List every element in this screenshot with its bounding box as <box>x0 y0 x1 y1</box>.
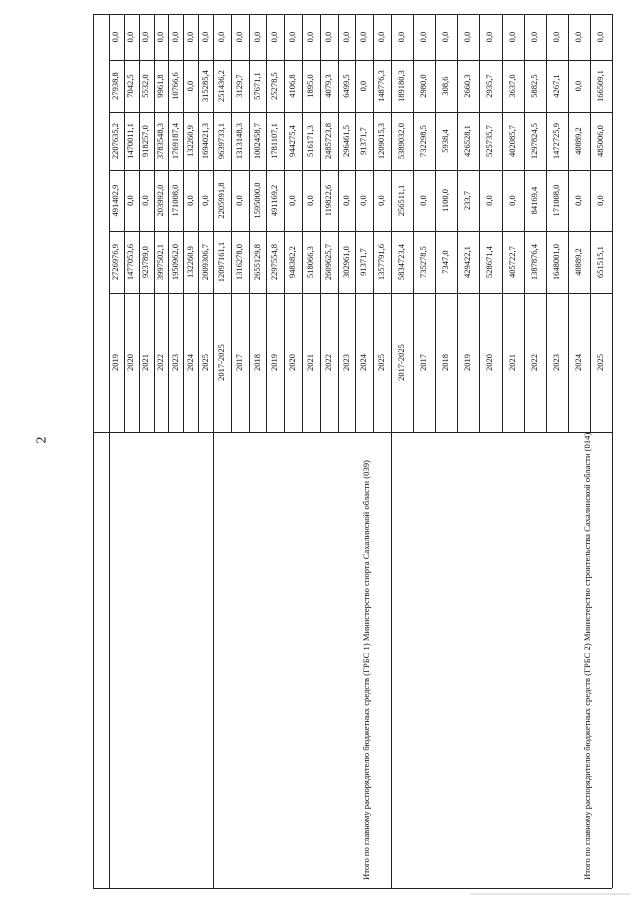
year-cell: 2022 <box>155 354 165 371</box>
value-cell: 0,0 <box>169 31 180 43</box>
value-cell: 0,0 <box>269 31 280 43</box>
year-cell: 2017-2025 <box>396 344 407 381</box>
value-cell: 944275,4 <box>287 125 298 157</box>
value-cell: 119822,6 <box>322 184 333 217</box>
value-cell: 5389032,0 <box>396 122 407 160</box>
value-cell: 1470011,1 <box>125 123 136 159</box>
year-cell: 2023 <box>550 354 561 371</box>
value-cell: 132260,9 <box>184 125 195 157</box>
year-cell: 2025 <box>594 354 605 371</box>
value-cell: 203992,0 <box>155 184 165 217</box>
value-cell: 25278,5 <box>269 72 280 100</box>
value-cell: 516171,3 <box>304 125 315 157</box>
year-cell: 2020 <box>484 354 495 371</box>
table-rule <box>590 14 591 432</box>
table-rule <box>373 14 374 432</box>
value-cell: 0,0 <box>358 195 369 206</box>
value-cell: 0,0 <box>340 31 351 43</box>
value-cell: 525735,7 <box>484 125 495 157</box>
table-rule <box>284 14 285 432</box>
table-rule <box>93 888 612 889</box>
value-cell: 3997502,1 <box>155 243 165 281</box>
value-cell: 0,0 <box>572 195 583 206</box>
value-cell: 91371,7 <box>358 127 369 155</box>
table-rule <box>391 14 392 888</box>
value-cell: 5938,4 <box>440 129 451 153</box>
table-rule <box>213 14 214 888</box>
table-rule <box>198 14 199 432</box>
value-cell: 4267,1 <box>550 74 561 98</box>
value-cell: 0,0 <box>125 195 136 206</box>
value-cell: 0,0 <box>322 31 333 43</box>
year-cell: 2023 <box>169 354 180 371</box>
value-cell: 302961,0 <box>340 246 351 278</box>
value-cell: 2655129,8 <box>251 243 262 281</box>
value-cell: 2980,0 <box>418 74 429 98</box>
value-cell: 1100,0 <box>440 188 451 213</box>
value-cell: 0,0 <box>199 195 210 206</box>
year-cell: 2024 <box>572 354 583 371</box>
value-cell: 132260,9 <box>184 246 195 278</box>
table-rule <box>546 14 547 432</box>
value-cell: 1002458,7 <box>251 122 262 160</box>
value-cell: 1387876,4 <box>528 243 539 281</box>
value-cell: 1313148,3 <box>233 122 244 160</box>
value-cell: 315285,4 <box>199 70 210 102</box>
value-cell: 1895,0 <box>304 74 315 98</box>
value-cell: 1769187,4 <box>169 122 180 160</box>
value-cell: 3783548,3 <box>155 122 165 160</box>
value-cell: 1648001,0 <box>550 243 561 281</box>
value-cell: 0,0 <box>594 195 605 206</box>
value-cell: 405722,7 <box>506 246 517 278</box>
value-cell: 27938,8 <box>110 72 121 100</box>
value-cell: 84169,4 <box>528 186 539 215</box>
table-rule <box>249 14 250 432</box>
year-cell: 2023 <box>340 354 351 371</box>
value-cell: 189180,3 <box>396 70 407 102</box>
value-cell: 171008,0 <box>169 184 180 217</box>
year-cell: 2021 <box>304 354 315 371</box>
table-rule <box>457 14 458 432</box>
year-cell: 2024 <box>358 354 369 371</box>
year-cell: 2019 <box>110 354 121 371</box>
year-cell: 2019 <box>462 354 473 371</box>
value-cell: 0,0 <box>358 31 369 43</box>
value-cell: 6499,5 <box>340 74 351 98</box>
table-rule <box>524 14 525 432</box>
value-cell: 1472725,9 <box>550 122 561 160</box>
value-cell: 0,0 <box>184 31 195 43</box>
value-cell: 0,0 <box>184 80 195 92</box>
value-cell: 1316278,0 <box>233 243 244 281</box>
value-cell: 1781107,1 <box>269 123 280 159</box>
table-rule <box>231 14 232 432</box>
table-rule <box>93 432 109 433</box>
value-cell: 3637,0 <box>506 74 517 98</box>
value-cell: 426528,1 <box>462 125 473 157</box>
value-cell: 5532,0 <box>140 74 151 98</box>
year-cell: 2017 <box>233 354 244 371</box>
value-cell: 491169,2 <box>269 184 280 217</box>
value-cell: 2726976,9 <box>110 243 121 281</box>
value-cell: 2207635,2 <box>110 122 121 160</box>
value-cell: 429422,1 <box>462 246 473 278</box>
value-cell: 0,0 <box>304 195 315 206</box>
value-cell: 0,0 <box>484 195 495 206</box>
value-cell: 0,0 <box>484 31 495 43</box>
value-cell: 0,0 <box>550 31 561 43</box>
page-number: 2 <box>34 436 50 444</box>
value-cell: 0,0 <box>572 31 583 43</box>
value-cell: 0,0 <box>440 31 451 43</box>
value-cell: 57671,1 <box>251 72 262 100</box>
value-cell: 308,6 <box>440 76 451 96</box>
value-cell: 1357791,6 <box>376 243 387 281</box>
value-cell: 7347,0 <box>440 250 451 274</box>
value-cell: 0,0 <box>528 31 539 43</box>
value-cell: 0,0 <box>125 31 136 43</box>
value-cell: 732298,5 <box>418 125 429 157</box>
value-cell: 518066,3 <box>304 246 315 278</box>
value-cell: 948382,2 <box>287 246 298 278</box>
value-cell: 0,0 <box>340 195 351 206</box>
value-cell: 148776,3 <box>376 70 387 102</box>
value-cell: 2297554,8 <box>269 243 280 281</box>
scan-shadow <box>470 893 630 895</box>
year-cell: 2019 <box>269 354 280 371</box>
value-cell: 0,0 <box>506 195 517 206</box>
value-cell: 918257,0 <box>140 125 151 157</box>
year-cell: 2021 <box>140 354 151 371</box>
value-cell: 5834723,4 <box>396 243 407 281</box>
table-rule <box>338 14 339 432</box>
value-cell: 0,0 <box>418 31 429 43</box>
value-cell: 7042,5 <box>125 74 136 98</box>
value-cell: 166509,1 <box>594 70 605 102</box>
value-cell: 2009306,7 <box>199 243 210 281</box>
value-cell: 40889,2 <box>572 127 583 155</box>
year-cell: 2025 <box>199 354 210 371</box>
table-rule <box>320 14 321 432</box>
group-label: Итого по главному распорядителю бюджетных средств (ГРБС 2) Министерство строительства Сахалинской области (014) <box>582 432 592 880</box>
value-cell: 12097161,1 <box>215 241 226 283</box>
table-rule <box>502 14 503 432</box>
value-cell: 1694021,3 <box>199 122 210 160</box>
value-cell: 651515,1 <box>594 246 605 278</box>
value-cell: 491402,9 <box>110 184 121 217</box>
value-cell: 402085,7 <box>506 125 517 157</box>
year-cell: 2025 <box>376 354 387 371</box>
value-cell: 4106,8 <box>287 74 298 98</box>
year-cell: 2018 <box>251 354 262 371</box>
value-cell: 296461,5 <box>340 125 351 157</box>
value-cell: 1595000,0 <box>251 182 262 219</box>
value-cell: 9639733,1 <box>215 122 226 160</box>
year-cell: 2020 <box>125 354 136 371</box>
value-cell: 0,0 <box>376 31 387 43</box>
table-rule <box>413 14 414 432</box>
table-rule <box>479 14 480 432</box>
year-cell: 2024 <box>184 354 195 371</box>
table-rule <box>568 14 569 432</box>
year-cell: 2017 <box>418 354 429 371</box>
value-cell: 0,0 <box>418 195 429 206</box>
value-cell: 0,0 <box>215 31 226 43</box>
value-cell: 9961,8 <box>155 74 165 98</box>
table-rule <box>302 14 303 432</box>
value-cell: 0,0 <box>199 31 210 43</box>
value-cell: 0,0 <box>251 31 262 43</box>
value-cell: 0,0 <box>376 195 387 206</box>
value-cell: 0,0 <box>462 31 473 43</box>
value-cell: 251436,2 <box>215 70 226 102</box>
value-cell: 0,0 <box>594 31 605 43</box>
value-cell: 0,0 <box>110 31 121 43</box>
value-cell: 40889,2 <box>572 248 583 276</box>
value-cell: 923789,0 <box>140 246 151 278</box>
value-cell: 0,0 <box>233 195 244 206</box>
value-cell: 0,0 <box>155 31 165 43</box>
table-rule <box>93 14 94 888</box>
value-cell: 0,0 <box>506 31 517 43</box>
year-cell: 2022 <box>322 354 333 371</box>
year-cell: 2021 <box>506 354 517 371</box>
table-rule <box>435 14 436 432</box>
table-rule <box>266 14 267 432</box>
value-cell: 171008,0 <box>550 184 561 217</box>
value-cell: 0,0 <box>287 31 298 43</box>
value-cell: 2609625,7 <box>322 243 333 281</box>
value-cell: 0,0 <box>140 195 151 206</box>
value-cell: 0,0 <box>358 80 369 92</box>
value-cell: 256511,1 <box>396 184 407 217</box>
group-label: Итого по главному распорядителю бюджетных средств (ГРБС 1) Министерство спорта Сахалинской области (039) <box>361 460 371 880</box>
value-cell: 233,7 <box>462 190 473 211</box>
value-cell: 4079,3 <box>322 74 333 98</box>
value-cell: 1297824,5 <box>528 122 539 160</box>
table-rule <box>612 14 613 888</box>
value-cell: 0,0 <box>304 31 315 43</box>
value-cell: 735278,5 <box>418 246 429 278</box>
value-cell: 485006,0 <box>594 125 605 157</box>
year-cell: 2018 <box>440 354 451 371</box>
value-cell: 1209015,3 <box>376 122 387 160</box>
value-cell: 0,0 <box>184 195 195 206</box>
value-cell: 0,0 <box>140 31 151 43</box>
value-cell: 2935,7 <box>484 74 495 98</box>
value-cell: 0,0 <box>287 195 298 206</box>
value-cell: 1477053,6 <box>125 243 136 281</box>
value-cell: 2485723,8 <box>322 122 333 160</box>
year-cell: 2020 <box>287 354 298 371</box>
value-cell: 528671,4 <box>484 246 495 278</box>
value-cell: 91371,7 <box>358 248 369 276</box>
value-cell: 0,0 <box>396 31 407 43</box>
value-cell: 0,0 <box>572 80 583 92</box>
year-cell: 2017-2025 <box>215 344 226 381</box>
value-cell: 3129,7 <box>233 74 244 98</box>
value-cell: 0,0 <box>233 31 244 43</box>
value-cell: 5882,5 <box>528 74 539 98</box>
table-rule <box>355 14 356 432</box>
value-cell: 2205991,8 <box>215 182 226 219</box>
year-cell: 2022 <box>528 354 539 371</box>
value-cell: 10766,6 <box>169 72 180 100</box>
value-cell: 1950962,0 <box>169 243 180 281</box>
value-cell: 2660,3 <box>462 74 473 98</box>
